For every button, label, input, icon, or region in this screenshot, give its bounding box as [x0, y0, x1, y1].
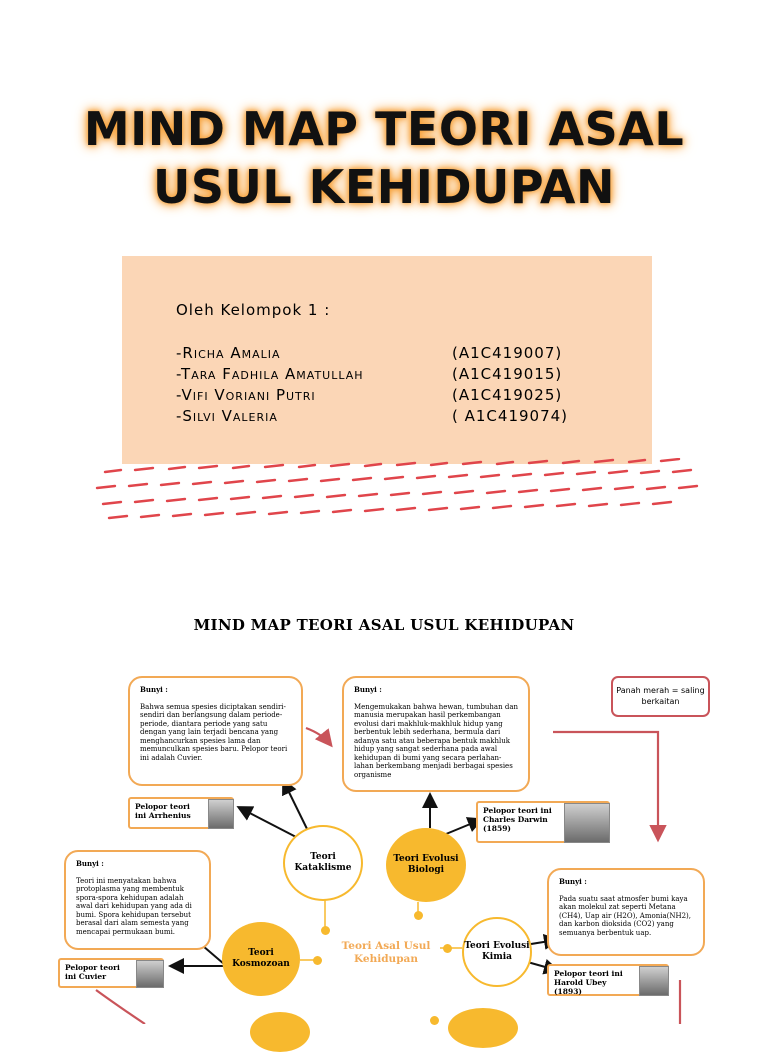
- connector-dot: [443, 944, 452, 953]
- connector-dot: [321, 926, 330, 935]
- group-header: Oleh Kelompok 1 :: [176, 301, 331, 319]
- pelopor-cuvier: Pelopor teori ini Cuvier: [58, 958, 164, 988]
- pelopor-darwin: Pelopor teori ini Charles Darwin (1859): [476, 801, 610, 843]
- urey-portrait: [639, 966, 669, 996]
- box-teori-evolusi-biologi: [342, 676, 530, 792]
- member-nim: (A1C419025): [452, 386, 563, 404]
- pelopor-urey: Pelopor teori ini Harold Ubey (1893): [547, 964, 669, 996]
- member-name: -Richa Amalia: [176, 344, 281, 362]
- member-name: -Vifi Voriani Putri: [176, 386, 316, 404]
- box-text: Teori ini menyatakan bahwa protoplasma yang membentuk spora-spora kehidupan adalah awal dari kehidupan yang ada di bumi. Spora kehidupan tersebut berasal dari alam semesta yang mencapai permukaan bumi.: [76, 876, 192, 936]
- box-teori-kosmozoan: [64, 850, 211, 950]
- box-label: Bunyi :: [76, 859, 104, 868]
- box-label: Bunyi :: [354, 685, 382, 694]
- member-name: -Tara Fadhila Amatullah: [176, 365, 364, 383]
- connector-dot: [313, 956, 322, 965]
- member-name: -Silvi Valeria: [176, 407, 278, 425]
- box-teori-kataklisme: [128, 676, 303, 786]
- member-nim: ( A1C419074): [452, 407, 569, 425]
- node-teori-kosmozoan: Teori Kosmozoan: [222, 922, 300, 996]
- node-partial: [250, 1012, 310, 1052]
- box-label: Bunyi :: [559, 877, 587, 886]
- legend-note: Panah merah = saling berkaitan: [611, 676, 710, 717]
- box-teori-evolusi-kimia: [547, 868, 705, 956]
- box-text: Mengemukakan bahwa hewan, tumbuhan dan manusia merupakan hasil perkembangan evolusi dari makhluk-makhluk hidup yang berbentuk lebih sederhana, bermula dari adanya satu atau beberapa bentuk makhluk hidup yang sangat sederhana pada awal kehidupan di bumi yang secara perlahan-lahan berkembang menjadi berbagai spesies organisme: [354, 702, 519, 779]
- node-partial: [448, 1008, 518, 1048]
- box-text: Pada suatu saat atmosfer bumi kaya akan molekul zat seperti Metana (CH4), Uap air (H2O), Amonia(NH2), dan karbon dioksida (CO2) yang semuanya berbentuk uap.: [559, 894, 691, 937]
- title-line-2: USUL KEHIDUPAN: [153, 160, 615, 214]
- mindmap-heading: MIND MAP TEORI ASAL USUL KEHIDUPAN: [193, 616, 575, 634]
- node-teori-kataklisme: Teori Kataklisme: [283, 825, 363, 901]
- pelopor-arrhenius: Pelopor teori ini Arrhenius: [128, 797, 234, 829]
- darwin-portrait: [564, 803, 610, 843]
- node-teori-evolusi-biologi: Teori Evolusi Biologi: [386, 828, 466, 902]
- member-nim: (A1C419015): [452, 365, 563, 383]
- mindmap-center-label: Teori Asal Usul Kehidupan: [341, 940, 431, 965]
- node-teori-evolusi-kimia: Teori Evolusi Kimia: [462, 917, 532, 987]
- box-label: Bunyi :: [140, 685, 168, 694]
- arrhenius-portrait: [208, 799, 234, 829]
- member-nim: (A1C419007): [452, 344, 563, 362]
- title-line-1: MIND MAP TEORI ASAL: [83, 102, 685, 156]
- connector-dot: [414, 911, 423, 920]
- box-text: Bahwa semua spesies diciptakan sendiri-sendiri dan berlangsung dalam periode-periode, diantara periode yang satu dengan yang lain terjadi bencana yang menghancurkan spesies lama dan memunculkan spesies baru. Pelopor teori ini adalah Cuvier.: [140, 702, 288, 762]
- cuvier-portrait: [136, 960, 164, 988]
